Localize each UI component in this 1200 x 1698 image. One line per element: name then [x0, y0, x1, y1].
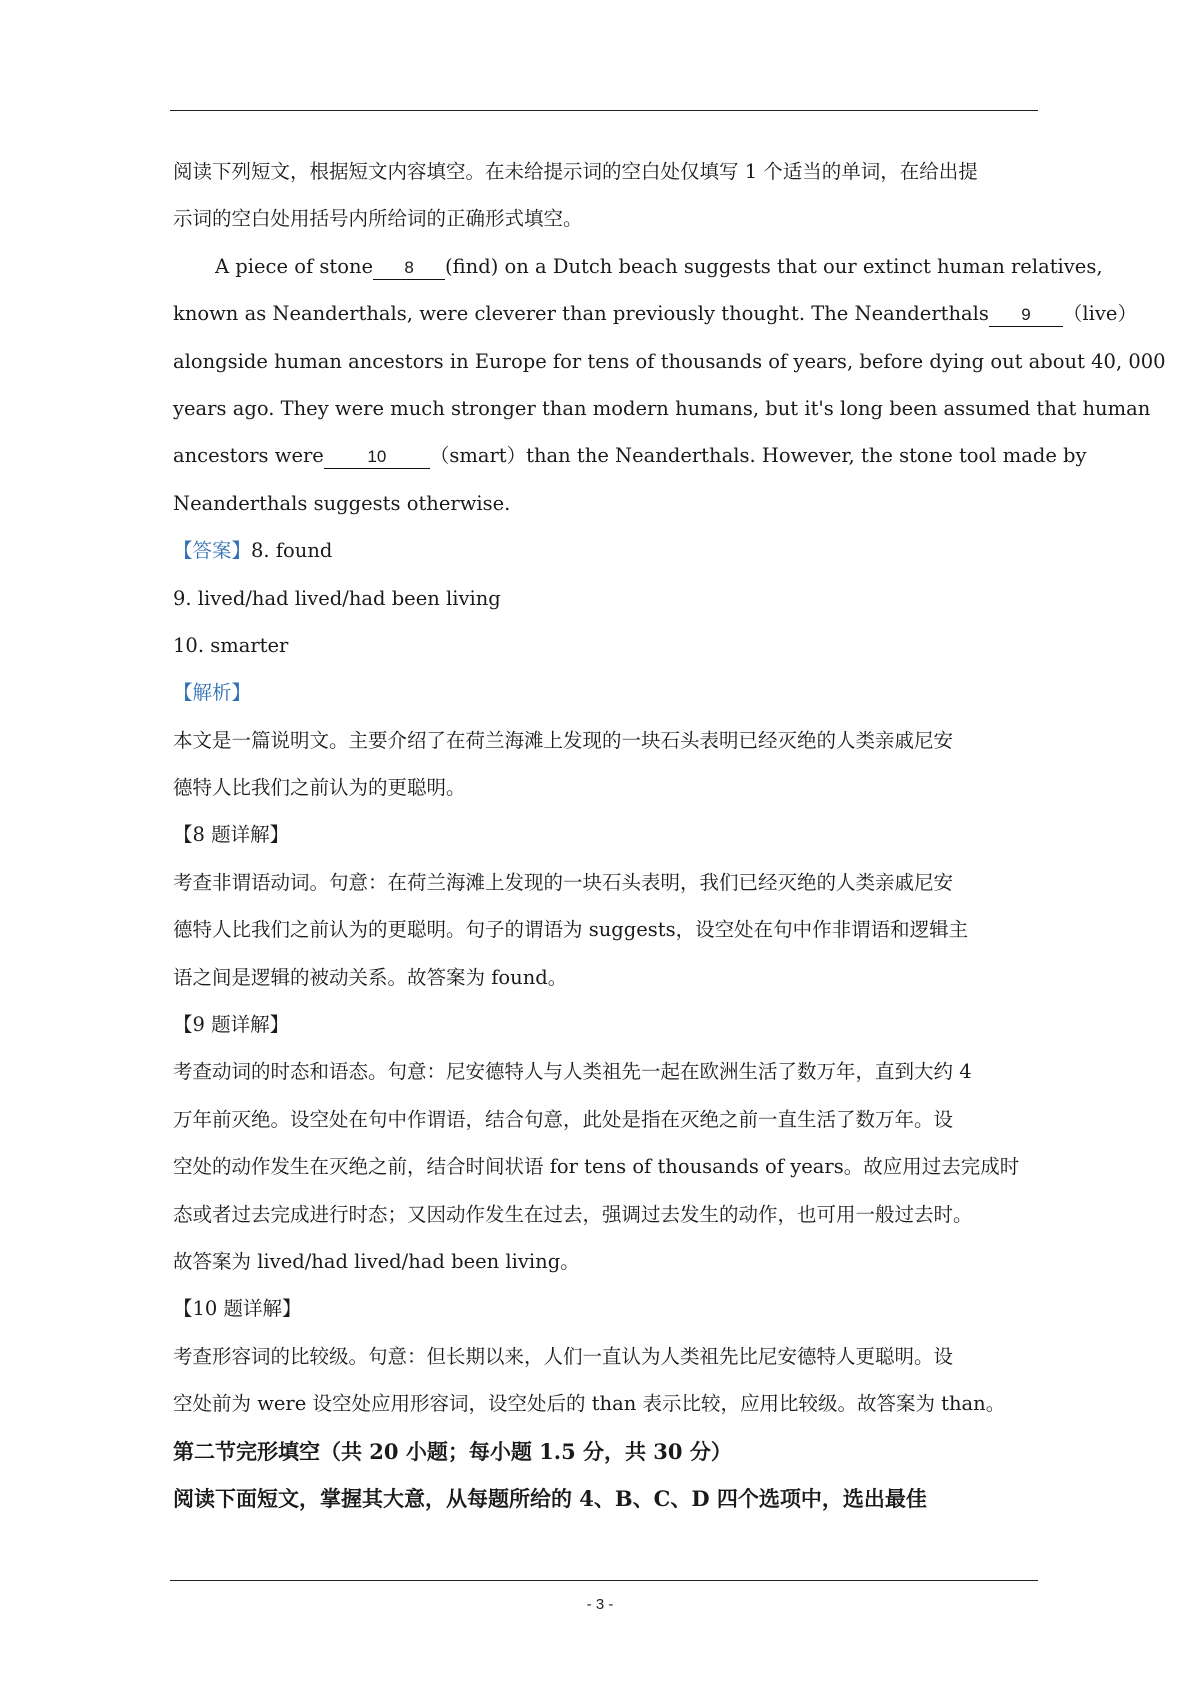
passage-text: （smart）than the Neanderthals. However, the stone tool made by [429, 444, 1087, 468]
passage-line: alongside human ancestors in Europe for tens of thousands of years, before dying out about 40, 000 [173, 349, 1166, 373]
page-content [173, 148, 1166, 1522]
passage-line [173, 432, 1087, 479]
section2-heading: 第二节完形填空（共 20 小题；每小题 1.5 分，共 30 分） [173, 1438, 732, 1464]
q8-detail: 德特人比我们之前认为的更聪明。句子的谓语为 suggests，设空处在句中作非谓语和逻辑主 [173, 918, 969, 942]
section2-instruction: 阅读下面短文，掌握其大意，从每题所给的 4、B、C、D 四个选项中，选出最佳 [173, 1485, 927, 1511]
q8-title: 【8 题详解】 [173, 823, 290, 847]
blank-9[interactable]: 9 [989, 304, 1063, 327]
passage-text: ancestors were [173, 444, 324, 468]
blank-8[interactable]: 8 [373, 257, 445, 280]
passage-line [173, 243, 1103, 290]
passage-text: (find) on a Dutch beach suggests that our extinct human relatives, [445, 254, 1103, 278]
q8-detail: 语之间是逻辑的被动关系。故答案为 found。 [173, 965, 568, 989]
passage-line [173, 290, 1137, 337]
passage-line: Neanderthals suggests otherwise. [173, 491, 511, 515]
answer-10: 10. smarter [173, 633, 289, 657]
analysis-tag: 【解析】 [173, 681, 252, 705]
q9-detail: 考查动词的时态和语态。句意：尼安德特人与人类祖先一起在欧洲生活了数万年，直到大约 4 [173, 1060, 972, 1084]
answer-line [173, 527, 1035, 574]
answer-tag: 【答案】 [173, 539, 252, 563]
q9-detail: 态或者过去完成进行时态；又因动作发生在过去，强调过去发生的动作，也可用一般过去时。 [173, 1202, 973, 1226]
q10-title: 【10 题详解】 [173, 1297, 302, 1321]
q10-detail: 空处前为 were 设空处应用形容词，设空处后的 than 表示比较，应用比较级。故答案为 than。 [173, 1392, 1006, 1416]
q8-detail: 考查非谓语动词。句意：在荷兰海滩上发现的一块石头表明，我们已经灭绝的人类亲戚尼安 [173, 870, 954, 894]
passage-text: （live） [1062, 302, 1137, 326]
passage-text: known as Neanderthals, were cleverer than previously thought. The Neanderthals [173, 302, 989, 326]
instruction-line: 阅读下列短文，根据短文内容填空。在未给提示词的空白处仅填写 1 个适当的单词，在给出提 [173, 160, 978, 183]
q9-detail: 空处的动作发生在灭绝之前，结合时间状语 for tens of thousands of years。故应用过去完成时 [173, 1155, 1020, 1179]
answer-8: 8. found [251, 539, 333, 563]
passage-text: A piece of stone [215, 254, 374, 278]
q9-detail: 故答案为 lived/had lived/had been living。 [173, 1249, 580, 1273]
blank-10[interactable]: 10 [324, 446, 430, 469]
q9-title: 【9 题详解】 [173, 1013, 290, 1037]
header-rule [170, 110, 1038, 111]
answer-9: 9. lived/had lived/had been living [173, 586, 501, 610]
analysis-intro: 本文是一篇说明文。主要介绍了在荷兰海滩上发现的一块石头表明已经灭绝的人类亲戚尼安 [173, 728, 954, 752]
footer-rule [170, 1580, 1038, 1581]
passage-line: years ago. They were much stronger than modern humans, but it's long been assumed that human [173, 396, 1151, 420]
analysis-intro: 德特人比我们之前认为的更聪明。 [173, 776, 466, 800]
q10-detail: 考查形容词的比较级。句意：但长期以来，人们一直认为人类祖先比尼安德特人更聪明。设 [173, 1344, 954, 1368]
q9-detail: 万年前灭绝。设空处在句中作谓语，结合句意，此处是指在灭绝之前一直生活了数万年。设 [173, 1107, 954, 1131]
instruction-line: 示词的空白处用括号内所给词的正确形式填空。 [173, 207, 583, 231]
page-number: - 3 - [586, 1596, 614, 1613]
